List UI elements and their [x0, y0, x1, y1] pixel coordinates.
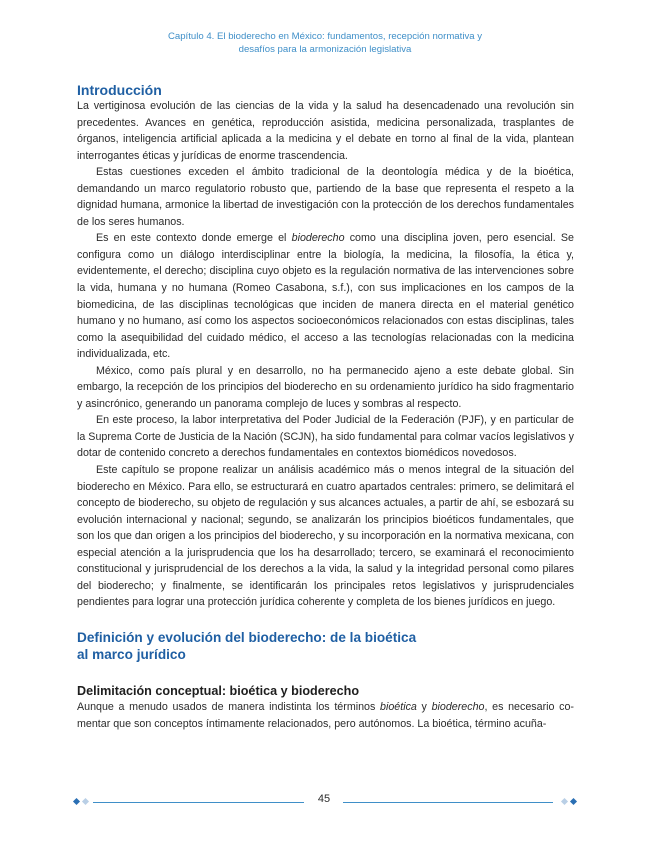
subsection-heading: Delimitación conceptual: bioética y bioderecho [77, 683, 360, 698]
intro-paragraph-5: En este proceso, la labor interpretativa del Poder Judicial de la Federación (PJF), y en particular de la Suprema Corte de Justicia de la Nación (SCJN), ha sido fundamental para colmar vacíos legislativos y dotar de contenido concreto a derechos fundamentales en contextos biomédicos novedosos. [77, 414, 574, 460]
page-body [77, 82, 574, 732]
footer-rule-right [343, 802, 553, 803]
intro-paragraph-2: Estas cuestiones exceden el ámbito tradicional de la deontología médica y de la bioética, demandando un marco regulatorio robusto que, partiendo de la base que representa el respeto a la dignidad humana, armonice la libertad de investigación con la protección de los derechos fundamentales de los seres humanos. [77, 166, 574, 228]
intro-paragraph-3-start: Es en este contexto donde emerge el [96, 232, 292, 245]
intro-paragraph-1: La vertiginosa evolución de las ciencias de la vida y la salud ha desencadenado una revolución sin precedentes. Avances en genética, reproducción asistida, medicina personalizada, trasplantes de órganos, inteligencia artificial aplicada a la medicina y el debate en torno al final de la vida, plantean interrogantes éticas y jurídicas de enorme trascendencia. [77, 100, 574, 162]
running-head [0, 30, 650, 56]
section-heading-line-2: al marco jurídico [77, 646, 186, 662]
subsection-paragraph-line-2: mentar que son conceptos íntimamente relacionados, pero autónomos. La bioética, término acuña- [77, 717, 547, 730]
intro-paragraph-3-rest: como una disciplina joven, pero esencial. Se configura como un diálogo interdisciplinar entre la biología, la medicina, la filosofía, la ética y, evidentemente, el derecho; disciplina cuyo objeto es la regulación normativa de las intervenciones sobre la vida, humana y no humana (Romeo Casabona, s.f.), con sus implicaciones en los campos de la biomedicina, de las disciplinas tecnológicas que inciden de manera directa en el material genético humano y no humano, así como los aspectos socioeconómicos relacionados con estas disciplinas, tales como la asequibilidad del cuidado médico, el acceso a las tecnologías relacionadas con la medicina individualizada, etc. [77, 232, 574, 361]
section-heading-definicion [77, 629, 574, 663]
section-heading-line-1: Definición y evolución del bioderecho: de la bioética [77, 629, 417, 645]
intro-paragraph-4: México, como país plural y en desarrollo, no ha permanecido ajeno a este debate global. Sin embargo, la recepción de los principios del bioderecho en su ordenamiento jurídico ha sido fragmentario y asincrónico, generando un panorama complejo de luces y sombras al respecto. [77, 364, 574, 410]
footer-diamond-light-icon [561, 798, 568, 805]
footer-diamond-icon [73, 798, 80, 805]
intro-heading: Introducción [77, 82, 162, 98]
subsection-text-mid: y [416, 700, 432, 713]
footer-diamond-icon [570, 798, 577, 805]
bioetica-emphasis: bioética [380, 700, 417, 713]
subsection-text-start: Aunque a menudo usados de manera indistinta los términos [77, 700, 381, 713]
subsection-paragraph-line-1 [77, 699, 574, 716]
bioderecho-term-emphasis: bioderecho [431, 700, 485, 713]
page-footer [0, 790, 650, 814]
subsection-text-end: , es necesario co- [484, 700, 574, 713]
footer-diamond-light-icon [82, 798, 89, 805]
bioderecho-emphasis: bioderecho [291, 232, 345, 245]
intro-paragraph-6: Este capítulo se propone realizar un análisis académico más o menos integral de la situación del bioderecho en México. Para ello, se estructurará en cuatro apartados centrales: primero, se delimitará el concepto de bioderecho, su objeto de regulación y sus alcances actuales, a partir de ahí, se esbozará su evolución internacional y nacional; segundo, se analizarán los principios bioéticos fundamentales, que son los que dan origen a los principios del bioderecho, y su incorporación en la normativa mexicana, con especial atención a la jurisprudencia que los ha desarrollado; tercero, se examinará el reconocimiento constitucional y jurisprudencial de los derechos a la vida, la salud y la integridad personal como pilares del bioderecho; y finalmente, se identificarán los principales retos legislativos y jurisprudenciales pendientes para lograr una protección jurídica coherente y completa de los bienes jurídicos en juego. [77, 464, 574, 609]
running-head-line-2: desafíos para la armonización legislativa [238, 44, 412, 55]
running-head-line-1: Capítulo 4. El bioderecho en México: fundamentos, recepción normativa y [167, 31, 483, 42]
page-number: 45 [317, 793, 331, 805]
intro-paragraph-3 [77, 230, 574, 362]
footer-rule-left [93, 802, 304, 803]
